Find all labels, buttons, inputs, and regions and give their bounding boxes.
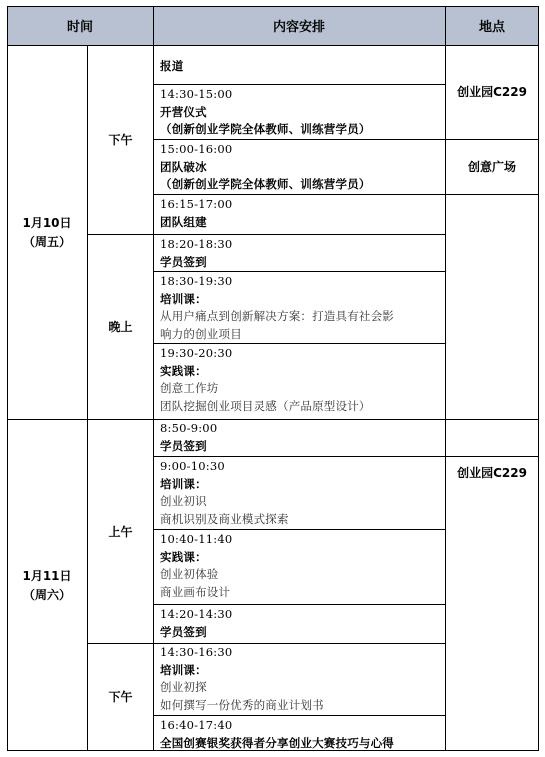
slot-time: 14:30-15:00 bbox=[160, 87, 233, 101]
slot-time: 14:20-14:30 bbox=[160, 607, 233, 621]
slot-line: 实践课： bbox=[160, 549, 207, 564]
date-label: 1月10日 bbox=[22, 216, 72, 230]
schedule-slot bbox=[160, 236, 445, 271]
grid-line bbox=[153, 194, 539, 195]
slot-line: 商机识别及商业模式探索 bbox=[160, 511, 289, 526]
grid-line bbox=[153, 343, 445, 344]
schedule-slot bbox=[160, 196, 445, 231]
slot-line: 创业初体验 bbox=[160, 567, 219, 581]
table-border bbox=[7, 6, 539, 7]
slot-line: 学员签到 bbox=[160, 438, 207, 453]
grid-line bbox=[445, 6, 446, 751]
period-cell: 晚上 bbox=[108, 320, 133, 334]
slot-line: 如何撰写一份优秀的商业计划书 bbox=[160, 697, 324, 712]
grid-line bbox=[88, 643, 445, 644]
period-cell: 下午 bbox=[108, 690, 133, 704]
schedule-slot bbox=[160, 273, 445, 343]
schedule-slot bbox=[160, 644, 445, 714]
period-cell: 下午 bbox=[108, 133, 133, 147]
slot-line: （创新创业学院全体教师、训练营学员） bbox=[160, 122, 371, 136]
slot-line: （创新创业学院全体教师、训练营学员） bbox=[160, 177, 371, 191]
schedule-slot bbox=[160, 606, 445, 641]
slot-line: 报道 bbox=[160, 59, 184, 73]
date-label: 1月11日 bbox=[22, 568, 72, 583]
slot-time: 18:20-18:30 bbox=[160, 237, 233, 251]
location-cell: 创意广场 bbox=[467, 159, 516, 174]
slot-line: 实践课： bbox=[160, 363, 207, 378]
header-time: 时间 bbox=[66, 20, 93, 35]
slot-line: 团队挖掘创业项目灵感（产品原型设计） bbox=[160, 398, 371, 413]
slot-line: 创业初探 bbox=[160, 680, 207, 694]
schedule-table bbox=[7, 6, 539, 751]
grid-line bbox=[153, 6, 154, 751]
period-cell: 上午 bbox=[108, 524, 133, 539]
slot-line: 从用户痛点到创新解决方案：打造具有社会影 bbox=[160, 309, 394, 323]
grid-line bbox=[153, 271, 445, 272]
grid-line bbox=[153, 604, 445, 605]
slot-line: 开营仪式 bbox=[160, 104, 207, 119]
slot-line: 团队破冰 bbox=[160, 159, 207, 174]
grid-line bbox=[153, 139, 539, 140]
slot-time: 9:00-10:30 bbox=[160, 459, 225, 473]
grid-line bbox=[153, 84, 445, 85]
slot-time: 10:40-11:40 bbox=[160, 532, 233, 546]
schedule-slot bbox=[160, 58, 445, 76]
slot-line: 全国创赛银奖获得者分享创业大赛技巧与心得 bbox=[160, 735, 394, 750]
slot-line: 创意工作坊 bbox=[160, 381, 219, 395]
header-location: 地点 bbox=[478, 20, 505, 35]
schedule-slot bbox=[160, 458, 445, 528]
slot-line: 培训课： bbox=[160, 291, 207, 306]
slot-time: 14:30-16:30 bbox=[160, 645, 233, 659]
grid-line bbox=[87, 45, 88, 751]
location-cell: 创业园C229 bbox=[457, 465, 527, 480]
slot-line: 培训课： bbox=[160, 476, 207, 491]
slot-line: 商业画布设计 bbox=[160, 584, 231, 599]
slot-line: 响力的创业项目 bbox=[160, 326, 242, 341]
slot-line: 学员签到 bbox=[160, 624, 207, 639]
schedule-slot bbox=[160, 420, 445, 455]
slot-time: 16:15-17:00 bbox=[160, 197, 233, 211]
slot-line: 学员签到 bbox=[160, 254, 207, 269]
table-border bbox=[538, 6, 539, 751]
grid-line bbox=[153, 529, 445, 530]
slot-line: 团队组建 bbox=[160, 214, 207, 229]
slot-time: 16:40-17:40 bbox=[160, 718, 233, 732]
slot-line: 创业初识 bbox=[160, 494, 207, 508]
date-cell-day2 bbox=[7, 420, 87, 751]
schedule-slot bbox=[160, 345, 445, 415]
slot-time: 15:00-16:00 bbox=[160, 142, 233, 156]
location-cell: 创业园C229 bbox=[457, 85, 527, 99]
slot-time: 19:30-20:30 bbox=[160, 346, 233, 360]
slot-line: 培训课： bbox=[160, 662, 207, 677]
slot-time: 18:30-19:30 bbox=[160, 274, 233, 288]
date-cell-day1 bbox=[7, 46, 87, 420]
schedule-slot bbox=[160, 531, 445, 601]
schedule-slot bbox=[160, 717, 445, 752]
slot-time: 8:50-9:00 bbox=[160, 421, 218, 435]
header-content: 内容安排 bbox=[272, 20, 325, 35]
grid-line bbox=[153, 456, 539, 457]
grid-line bbox=[88, 234, 445, 235]
grid-line bbox=[153, 715, 445, 716]
schedule-slot bbox=[160, 86, 445, 139]
weekday-label: （周六） bbox=[22, 587, 71, 602]
schedule-slot bbox=[160, 141, 445, 194]
weekday-label: （周五） bbox=[22, 235, 71, 249]
table-border bbox=[7, 6, 8, 751]
